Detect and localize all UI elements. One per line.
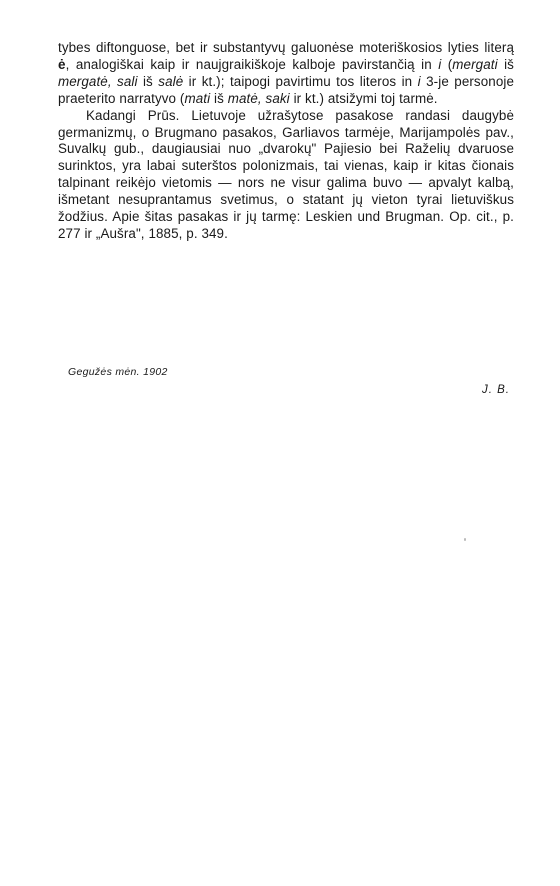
italic-letter: i (438, 56, 442, 72)
text-run: iš (210, 90, 228, 106)
text-body (58, 40, 514, 243)
italic-word: mergati (452, 56, 498, 72)
emphasis-letter: ė (58, 56, 66, 72)
text-run: ir kt.) atsižymi toj tarmė. (289, 90, 438, 106)
italic-letter: i (417, 73, 421, 89)
text-run: ir kt.); taipogi pavirtimu tos literos in (183, 73, 418, 89)
date-line: Gegužės mėn. 1902 (68, 366, 168, 378)
italic-word: matė, saki (227, 90, 290, 106)
paper-speck (464, 538, 466, 541)
text-run: ( (441, 56, 453, 72)
paragraph-2: Kadangi Prūs. Lietuvoje užrašytose pasakose randasi daugybė germanizmų, o Brugmano pasakos, Garliavos tarmėje, Marijampolės pav., Suvalkų gub., daugiausiai nuo „dvarokų" Pajiesio bei Raželių dvaruose surinktos, yra labai suterštos polonizmais, tai vienas, kaip ir kitas čionais talpinant reikėjo vietomis — nors ne visur galima buvo — apvalyt kalbą, išmetant nesuprantamus svetimus, o statant jų vieton tyrai lietuviškus žodžius. Apie šitas pasakas ir jų tarmę: Leskien und Brugman. Op. cit., p. 277 ir „Aušra", 1885, p. 349. (58, 107, 514, 241)
text-run: iš (497, 56, 514, 72)
text-run: tybes diftonguose, bet ir substantyvų galuonėse moteriškosios lyties literą (58, 40, 514, 55)
italic-word: mati (184, 90, 211, 106)
text-run: 3-je personoje praeterito narratyvo ( (58, 73, 514, 106)
text-run: , analogiškai kaip ir naujgraikiškoje kalboje pavirstančią in (65, 56, 439, 72)
paragraph-1 (58, 40, 514, 108)
text-run: iš (137, 73, 159, 89)
italic-word: salė (158, 73, 184, 89)
signature-initials: J. B. (482, 384, 511, 396)
italic-word: mergatė, sali (58, 73, 138, 89)
